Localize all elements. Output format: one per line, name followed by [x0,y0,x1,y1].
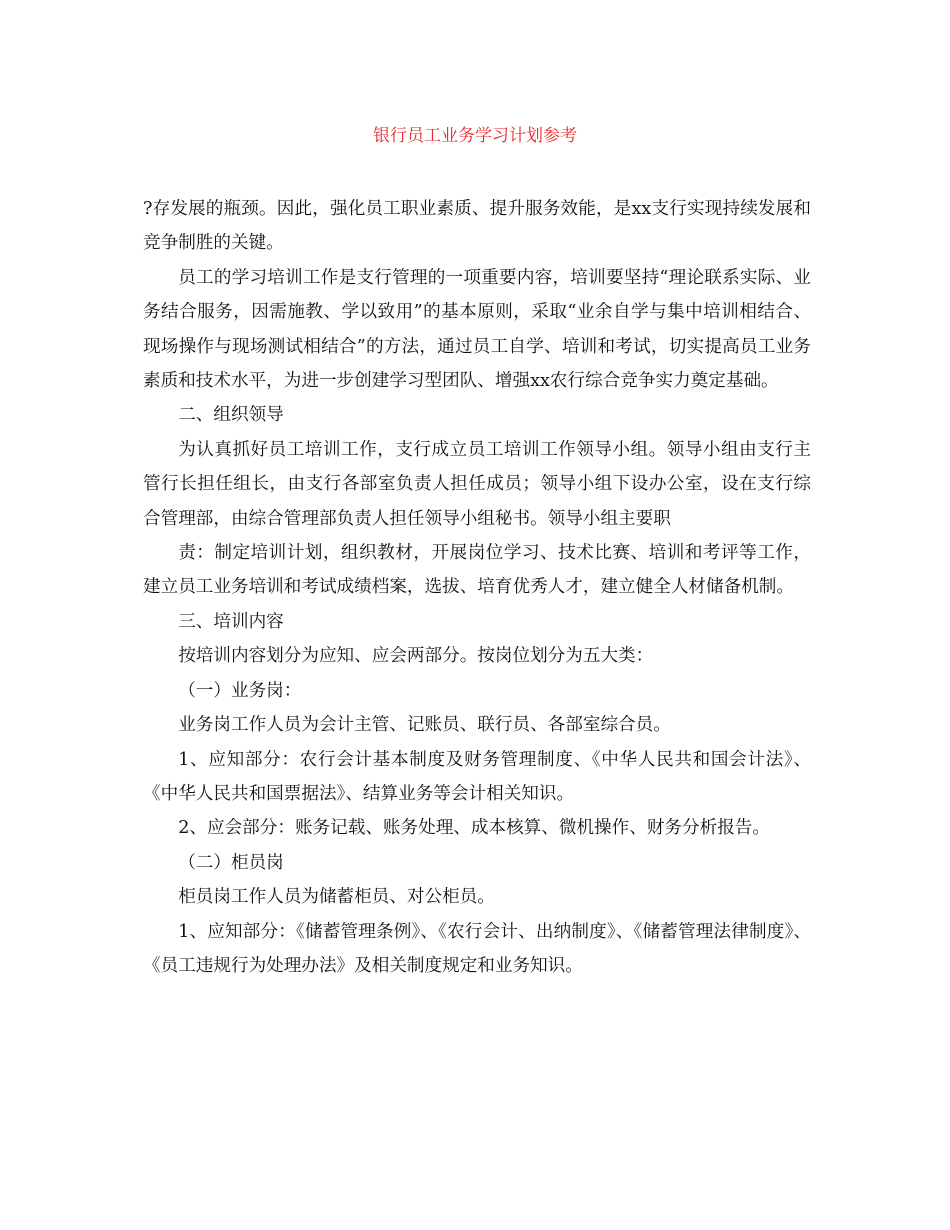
document-body [143,192,811,983]
document-title: 银行员工业务学习计划参考 [373,126,577,146]
section-heading-organization: 二、组织领导 [178,405,284,426]
paragraph-content-division: 按培训内容划分为应知、应会两部分。按岗位划分为五大类： [178,646,654,667]
list-item-teller-knowledge: 1、应知部分：《储蓄管理条例》、《农行会计、出纳制度》、《储蓄管理法律制度》、《员工违规行为处理办法》及相关制度规定和业务知识。 [143,921,811,976]
subheading-business-post: （一）业务岗： [178,680,302,701]
paragraph-leadership-group: 为认真抓好员工培训工作，支行成立员工培训工作领导小组。领导小组由支行主管行长担任组长，由支行各部室负责人担任成员；领导小组下设办公室，设在支行综合管理部，由综合管理部负责人担任领导小组秘书。领导小组主要职 [143,439,811,529]
paragraph-intro-continuation: ?存发展的瓶颈。因此，强化员工职业素质、提升服务效能，是xx支行实现持续发展和竞争制胜的关键。 [143,199,811,254]
list-item-business-skills: 2、应会部分：账务记载、账务处理、成本核算、微机操作、财务分析报告。 [178,818,770,839]
subheading-teller-post: （二）柜员岗 [178,852,284,873]
paragraph-leadership-duties: 责：制定培训计划，组织教材，开展岗位学习、技术比赛、培训和考评等工作，建立员工业务培训和考试成绩档案，选拔、培育优秀人才，建立健全人材储备机制。 [143,543,811,598]
paragraph-business-staff: 业务岗工作人员为会计主管、记账员、联行员、各部室综合员。 [178,715,671,736]
list-item-business-knowledge: 1、应知部分：农行会计基本制度及财务管理制度、《中华人民共和国会计法》、《中华人民共和国票据法》、结算业务等会计相关知识。 [143,749,811,804]
paragraph-training-principles: 员工的学习培训工作是支行管理的一项重要内容，培训要坚持“理论联系实际、业务结合服务，因需施教、学以致用”的基本原则，采取“业余自学与集中培训相结合、现场操作与现场测试相结合”的方法，通过员工自学、培训和考试，切实提高员工业务素质和技术水平，为进一步创建学习型团队、增强xx农行综合竞争实力奠定基础。 [143,267,811,392]
section-heading-training-content: 三、培训内容 [178,611,284,632]
paragraph-teller-staff: 柜员岗工作人员为储蓄柜员、对公柜员。 [178,887,495,908]
